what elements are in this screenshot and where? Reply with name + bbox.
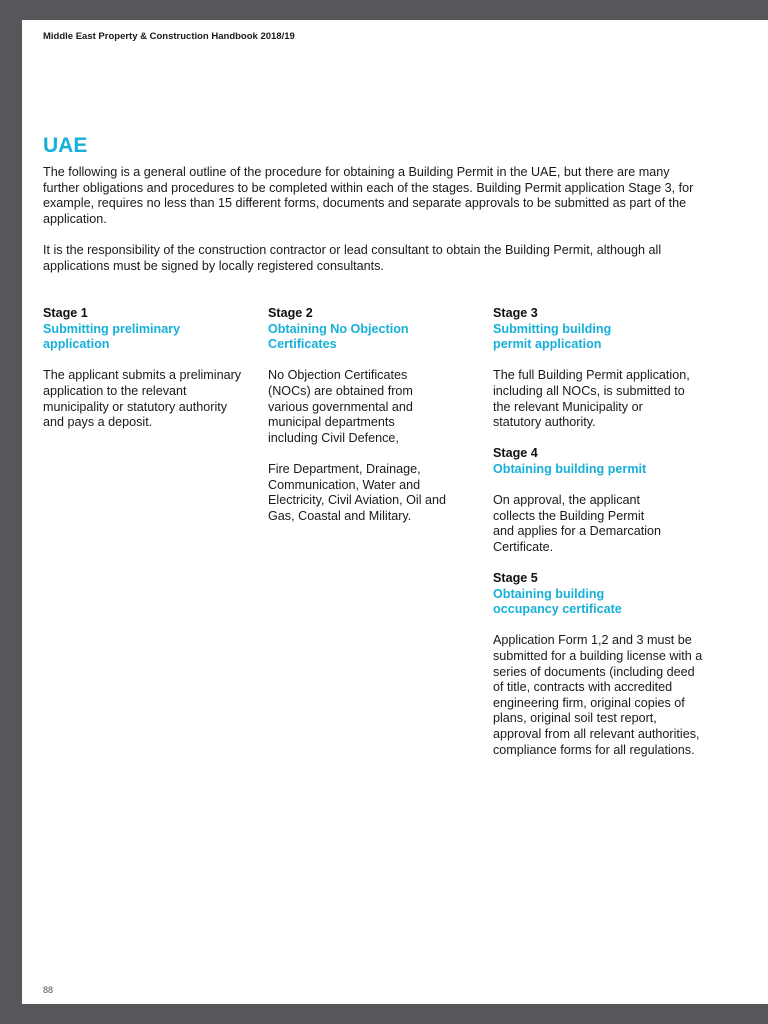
stage-4-text: On approval, the applicant collects the Building Permit and applies for a Demarcation Certificate. xyxy=(493,493,662,554)
stage-1 xyxy=(43,306,258,431)
stage-5 xyxy=(493,571,723,758)
section-title: UAE xyxy=(43,134,88,157)
stage-2-heading: Obtaining No Objection Certificates xyxy=(268,321,409,352)
stage-4-heading: Obtaining building permit xyxy=(493,461,647,476)
stage-1-text: The applicant submits a preliminary application to the relevant municipality or statutory authority and pays a deposit. xyxy=(43,368,242,430)
stage-2-text-continued: Fire Department, Drainage, Communication, Water and Electricity, Civil Aviation, Oil and Gas, Coastal and Military. xyxy=(268,461,447,523)
document-page xyxy=(22,20,768,1004)
column-stages-3-5 xyxy=(493,306,723,758)
stage-3 xyxy=(493,306,723,431)
running-header: Middle East Property & Construction Handbook 2018/19 xyxy=(43,31,295,42)
stage-2-label: Stage 2 xyxy=(268,306,313,320)
intro-paragraph: It is the responsibility of the construction contractor or lead consultant to obtain the Building Permit, although all applications must be signed by locally registered consultants. xyxy=(43,242,662,273)
stage-4 xyxy=(493,446,723,555)
column-stage-1 xyxy=(43,306,258,431)
stage-3-heading: Submitting building permit application xyxy=(493,321,612,352)
intro-text xyxy=(43,165,703,290)
stage-3-text: The full Building Permit application, including all NOCs, is submitted to the relevant Municipality or statutory authority. xyxy=(493,368,690,430)
stage-5-label: Stage 5 xyxy=(493,571,538,586)
stage-2-text: No Objection Certificates (NOCs) are obtained from various governmental and municipal departments including Civil Defence, xyxy=(268,368,413,445)
column-stage-2 xyxy=(268,306,483,524)
page-number: 88 xyxy=(43,985,54,995)
stage-4-label: Stage 4 xyxy=(493,446,538,461)
stage-5-heading: Obtaining building occupancy certificate xyxy=(493,586,622,617)
intro-paragraph: The following is a general outline of the procedure for obtaining a Building Permit in the UAE, but there are many further obligations and procedures to be completed within each of the stages. Building Permit application Stage 3, for example, requires no less than 15 different forms, documents and separate approvals to be submitted as part of the application. xyxy=(43,165,694,226)
stage-1-label: Stage 1 xyxy=(43,306,88,320)
stage-3-label: Stage 3 xyxy=(493,306,538,320)
stage-5-text: Application Form 1,2 and 3 must be submitted for a building license with a series of documents (including deed of title, contracts with accredited engineering firm, original copies of plans, original soil test report, approval from all relevant authorities, compliance forms for all regulations. xyxy=(493,633,703,757)
stage-1-heading: Submitting preliminary application xyxy=(43,321,181,352)
stage-2 xyxy=(268,306,483,524)
